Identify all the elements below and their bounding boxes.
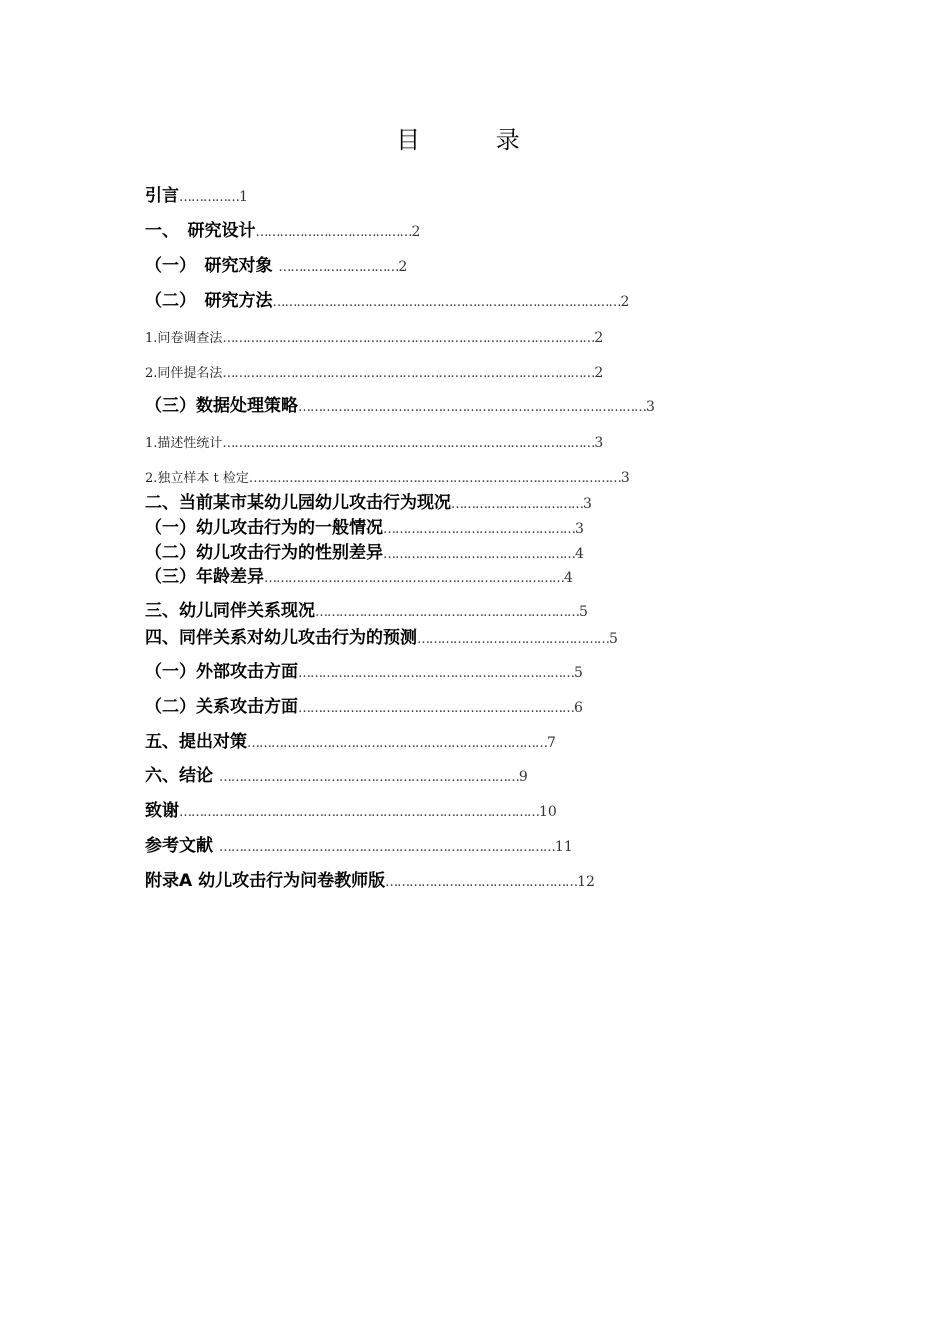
toc-entry-page: 4	[564, 570, 573, 586]
toc-entry-page: 2	[398, 259, 408, 275]
toc-entry[interactable]	[145, 765, 725, 789]
toc-entry-page: 3	[594, 435, 604, 451]
toc-entry-leader: …………………………………………………………………	[247, 736, 547, 751]
toc-entry-label: 三、幼儿同伴关系现况	[145, 601, 315, 621]
toc-entry-page: 3	[575, 521, 584, 537]
toc-entry-leader: …………………………………………………………	[315, 605, 579, 620]
toc-entry-label: 五、提出对策	[145, 732, 247, 752]
toc-entry[interactable]	[145, 395, 780, 419]
toc-entry-label: 1.描述性统计	[145, 436, 223, 451]
toc-entry-label: 四、同伴关系对幼儿攻击行为的预测	[145, 628, 417, 648]
toc-entry-leader: ………………………………………………………………………………	[179, 805, 539, 820]
toc-entry[interactable]	[145, 542, 730, 566]
toc-entry[interactable]	[145, 255, 505, 279]
toc-entry-label: （一） 研究对象	[145, 256, 279, 276]
toc-entry[interactable]	[145, 492, 705, 516]
toc-entry[interactable]	[145, 600, 735, 624]
toc-entry-page: 5	[579, 604, 588, 620]
toc-entry-label: （一）外部攻击方面	[145, 662, 298, 682]
toc-entry-page: 3	[583, 496, 592, 512]
toc-entry-page: 7	[547, 735, 556, 751]
toc-entry-leader: …………………………………………	[383, 522, 575, 537]
toc-entry-page: 6	[574, 700, 583, 716]
toc-entry-page: 4	[575, 546, 584, 562]
toc-entry-page: 11	[554, 839, 573, 855]
toc-entry-leader: …………………………………………………………………………	[218, 840, 555, 855]
toc-entry-label: 六、结论	[145, 766, 219, 786]
toc-entry-leader: …………………………………………………………………………………	[248, 471, 621, 486]
toc-entry-leader: …………………………………………………………………………………	[222, 366, 595, 381]
toc-entry-page: 5	[574, 665, 583, 681]
page-title: 目 录	[396, 126, 554, 154]
toc-entry-leader: ……………………………………………………………………………	[272, 295, 621, 310]
toc-entry-leader: …………………………………………………………………………………	[222, 436, 595, 451]
toc-entry[interactable]	[145, 220, 505, 244]
toc-entry-leader: …………………………………………	[417, 632, 609, 647]
toc-entry[interactable]	[145, 290, 780, 314]
toc-entry-leader: …………………………………………………………………………………	[222, 331, 595, 346]
toc-entry-label: 1.问卷调查法	[145, 331, 223, 346]
toc-entry-label: 引言	[145, 186, 179, 206]
toc-entry-label: 附录A 幼儿攻击行为问卷教师版	[145, 871, 386, 891]
toc-entry[interactable]	[145, 431, 710, 455]
toc-entry-leader: …………………………………………	[383, 547, 575, 562]
toc-entry-page: 9	[518, 769, 528, 785]
toc-entry[interactable]	[145, 696, 735, 720]
toc-entry-label: （二）幼儿攻击行为的性别差异	[145, 543, 383, 563]
toc-entry-page: 5	[609, 631, 618, 647]
toc-entry[interactable]	[145, 627, 735, 651]
toc-entry-label: 2.同伴提名法	[145, 366, 223, 381]
toc-entry-leader: …………………………	[278, 260, 399, 275]
toc-entry[interactable]	[145, 361, 710, 385]
toc-entry-leader: ……………………………………………………………	[298, 666, 574, 681]
toc-entry-label: （三）年龄差异	[145, 567, 264, 587]
toc-entry-leader: …………………………………	[255, 225, 412, 240]
toc-entry-leader: ……………………………………………………………………………	[298, 400, 646, 415]
toc-entry[interactable]	[145, 466, 740, 490]
toc-entry-label: 2.独立样本 t 检定	[145, 471, 249, 486]
toc-entry-page: 2	[594, 330, 604, 346]
toc-entry[interactable]	[145, 326, 710, 350]
toc-entry-page: 1	[239, 189, 248, 205]
toc-entry[interactable]	[145, 835, 755, 859]
toc-entry-leader: ……………	[179, 190, 239, 205]
toc-entry[interactable]	[145, 870, 755, 894]
toc-entry-leader: ……………………………	[451, 497, 583, 512]
toc-entry-page: 3	[620, 470, 630, 486]
toc-entry-leader: …………………………………………	[385, 875, 578, 890]
toc-entry-label: （三）数据处理策略	[145, 396, 298, 416]
toc-entry-page: 2	[411, 224, 421, 240]
toc-entry-label: 一、 研究设计	[145, 221, 256, 241]
toc-entry-page: 3	[646, 399, 655, 415]
toc-entry-label: 二、当前某市某幼儿园幼儿攻击行为现况	[145, 493, 451, 513]
toc-entry-page: 10	[539, 804, 557, 820]
toc-entry-page: 12	[577, 874, 595, 890]
toc-entry[interactable]	[145, 800, 745, 824]
toc-entry-leader: …………………………………………………………………	[264, 571, 564, 586]
toc-entry-page: 2	[620, 294, 630, 310]
toc-entry-page: 2	[594, 365, 604, 381]
toc-entry-label: 致谢	[145, 801, 179, 821]
toc-entry-leader: …………………………………………………………………	[218, 770, 519, 785]
toc-entry[interactable]	[145, 566, 730, 590]
toc-entry[interactable]	[145, 731, 710, 755]
toc-entry-label: （二） 研究方法	[145, 291, 273, 311]
toc-entry-label: （二）关系攻击方面	[145, 697, 298, 717]
toc-entry-leader: ……………………………………………………………	[298, 701, 574, 716]
toc-entry-label: 参考文献	[145, 836, 219, 856]
toc-entry[interactable]	[145, 661, 735, 685]
toc-entry[interactable]	[145, 185, 295, 209]
toc-entry[interactable]	[145, 517, 720, 541]
toc-entry-label: （一）幼儿攻击行为的一般情况	[145, 518, 383, 538]
